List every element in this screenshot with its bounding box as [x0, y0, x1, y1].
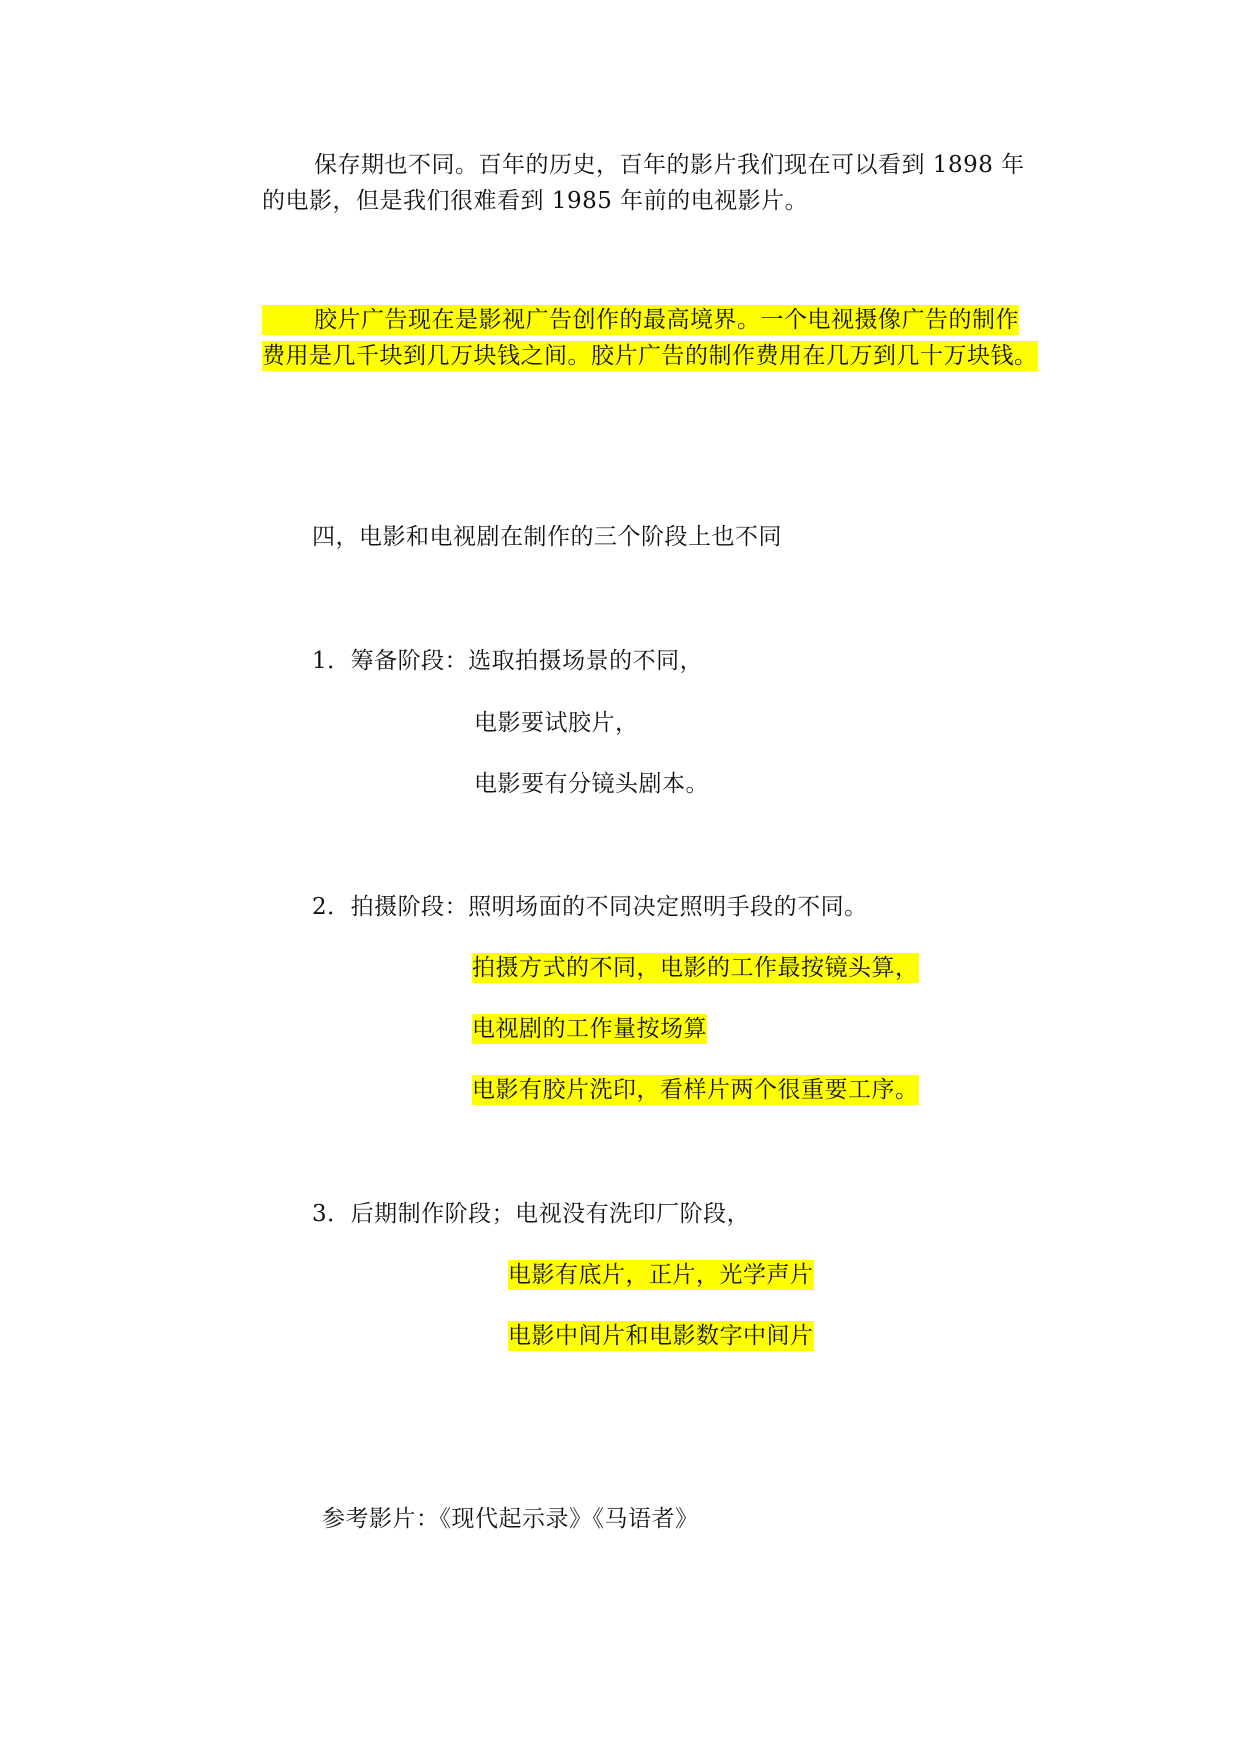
stage-3-highlighted-item: 电影有底片，正片，光学声片 — [508, 1262, 814, 1288]
highlighted-paragraph-2-line-2: 费用是几千块到几万块钱之间。胶片广告的制作费用在几万到几十万块钱。 — [262, 343, 1038, 369]
stage-2-highlighted-item: 电视剧的工作量按场算 — [472, 1016, 707, 1042]
highlighted-paragraph-2-line-1: 胶片广告现在是影视广告创作的最高境界。一个电视摄像广告的制作 — [262, 305, 1019, 335]
section-heading: 四，电影和电视剧在制作的三个阶段上也不同 — [312, 524, 782, 550]
paragraph-1-line-1: 保存期也不同。百年的历史，百年的影片我们现在可以看到 1898 年 — [314, 152, 1025, 178]
stage-1-item: 电影要有分镜头剧本。 — [474, 771, 709, 797]
stage-1-title: 1．筹备阶段：选取拍摄场景的不同， — [312, 648, 704, 674]
stage-2-highlighted-item: 电影有胶片洗印，看样片两个很重要工序。 — [472, 1077, 919, 1103]
reference-films: 参考影片：《现代起示录》《马语者》 — [322, 1506, 699, 1532]
paragraph-1-line-2: 的电影，但是我们很难看到 1985 年前的电视影片。 — [262, 188, 809, 214]
stage-3-highlighted-item: 电影中间片和电影数字中间片 — [508, 1323, 814, 1349]
stage-3-title: 3．后期制作阶段；电视没有洗印厂阶段， — [312, 1201, 751, 1227]
stage-2-highlighted-item: 拍摄方式的不同，电影的工作最按镜头算， — [472, 955, 919, 981]
stage-2-title: 2．拍摄阶段：照明场面的不同决定照明手段的不同。 — [312, 894, 868, 920]
stage-1-item: 电影要试胶片， — [474, 710, 639, 736]
